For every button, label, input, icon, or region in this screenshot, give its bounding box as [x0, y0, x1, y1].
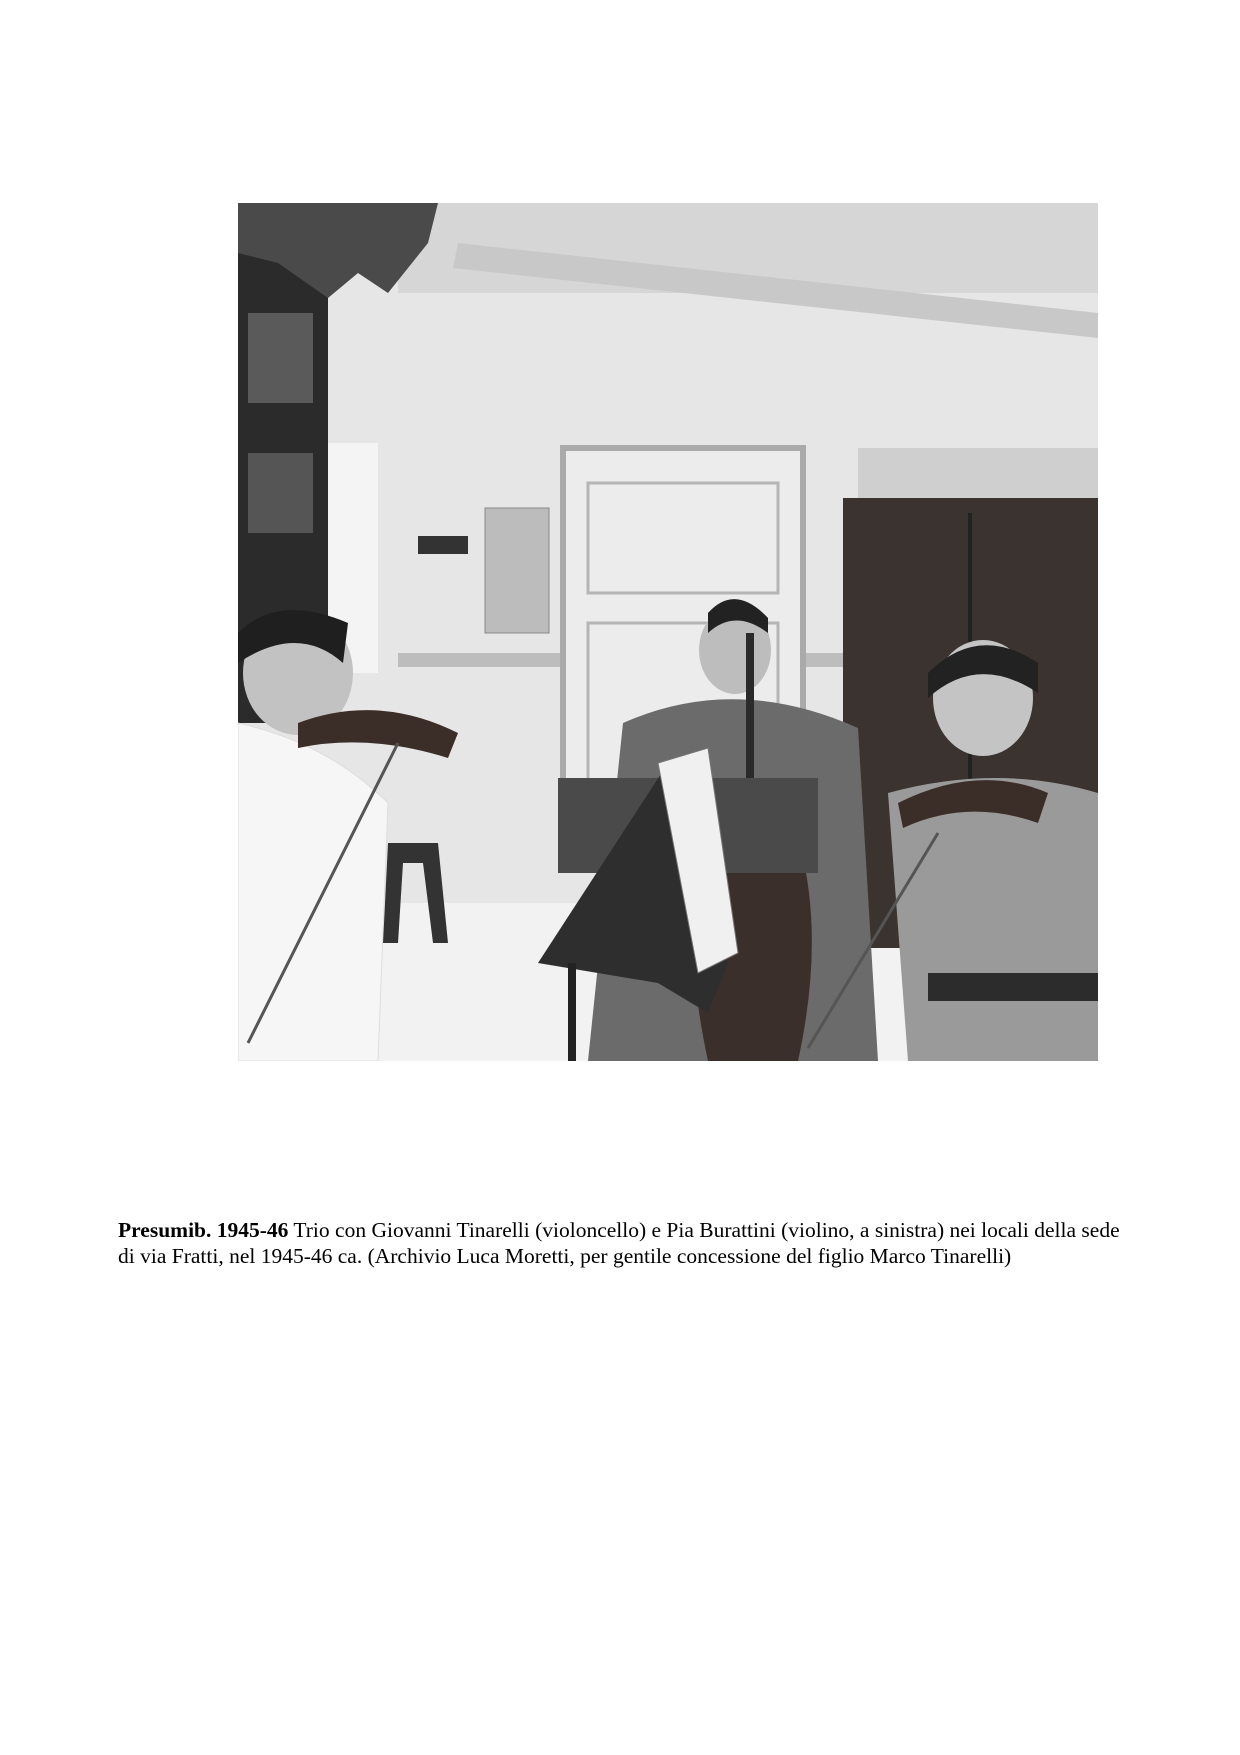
caption-date: Presumib. 1945-46: [118, 1217, 289, 1242]
stacked-boxes: [858, 448, 1098, 498]
right-violinist-belt: [928, 973, 1098, 1001]
stand-pole: [568, 963, 576, 1061]
photo-illustration: [238, 203, 1098, 1061]
wall-poster: [485, 508, 549, 633]
photo-caption: [118, 1217, 1128, 1269]
coat-rack: [418, 536, 468, 554]
bookshelf-books: [248, 453, 313, 533]
caption-text: Trio con Giovanni Tinarelli (violoncello) e Pia Burattini (violino, a sinistra) nei locali della sede di via Fratti, nel 1945-46 ca. (Archivio Luca Moretti, per gentile concessione del figlio Marco Tinarelli): [118, 1217, 1120, 1268]
archival-photo: [238, 203, 1098, 1061]
bookshelf-books: [248, 313, 313, 403]
